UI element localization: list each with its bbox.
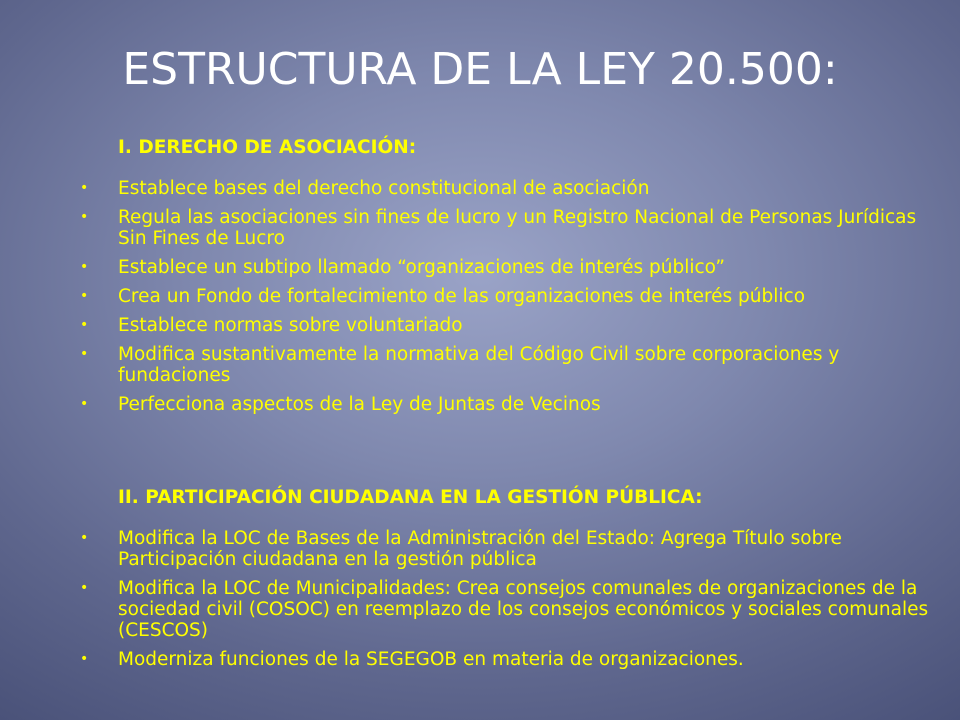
bullet-icon: • [80, 288, 89, 304]
list-item-text: Crea un Fondo de fortalecimiento de las organizaciones de interés público [118, 286, 806, 307]
list-item-text: Moderniza funciones de la SEGEGOB en materia de organizaciones. [118, 649, 744, 670]
list-item [76, 528, 936, 570]
list-item-text: Perfecciona aspectos de la Ley de Juntas de Vecinos [118, 394, 601, 415]
list-item [76, 257, 936, 278]
section-heading-asociacion: I. DERECHO DE ASOCIACIÓN: [118, 137, 417, 158]
list-item [76, 286, 936, 307]
bullet-icon: • [80, 180, 89, 196]
bullet-icon: • [80, 209, 89, 225]
list-item-text: Establece normas sobre voluntariado [118, 315, 463, 336]
bullet-icon: • [80, 580, 89, 596]
list-item [76, 178, 936, 199]
list-item-text: Establece un subtipo llamado “organizaciones de interés público” [118, 257, 725, 278]
list-item [76, 394, 936, 415]
bullet-icon: • [80, 530, 89, 546]
list-item [76, 578, 936, 641]
list-item [76, 344, 936, 386]
bullet-icon: • [80, 317, 89, 333]
slide-title: ESTRUCTURA DE LA LEY 20.500: [122, 44, 838, 95]
bullet-icon: • [80, 346, 89, 362]
list-item [76, 315, 936, 336]
list-item-text: Modifica la LOC de Municipalidades: Crea consejos comunales de organizaciones de la sociedad civil (COSOC) en reemplazo de los consejos económicos y sociales comunales (CESCOS) [118, 578, 929, 641]
bullet-list-asociacion [76, 178, 936, 423]
list-item [76, 207, 936, 249]
list-item [76, 649, 936, 670]
bullet-icon: • [80, 396, 89, 412]
bullet-list-participacion [76, 528, 936, 678]
list-item-text: Establece bases del derecho constitucional de asociación [118, 178, 650, 199]
bullet-icon: • [80, 651, 89, 667]
list-item-text: Modifica sustantivamente la normativa del Código Civil sobre corporaciones y fundaciones [118, 344, 840, 386]
list-item-text: Modifica la LOC de Bases de la Administración del Estado: Agrega Título sobre Participación ciudadana en la gestión pública [118, 528, 842, 570]
bullet-icon: • [80, 259, 89, 275]
list-item-text: Regula las asociaciones sin fines de lucro y un Registro Nacional de Personas Jurídicas Sin Fines de Lucro [118, 207, 917, 249]
section-heading-participacion: II. PARTICIPACIÓN CIUDADANA EN LA GESTIÓN PÚBLICA: [118, 487, 703, 508]
